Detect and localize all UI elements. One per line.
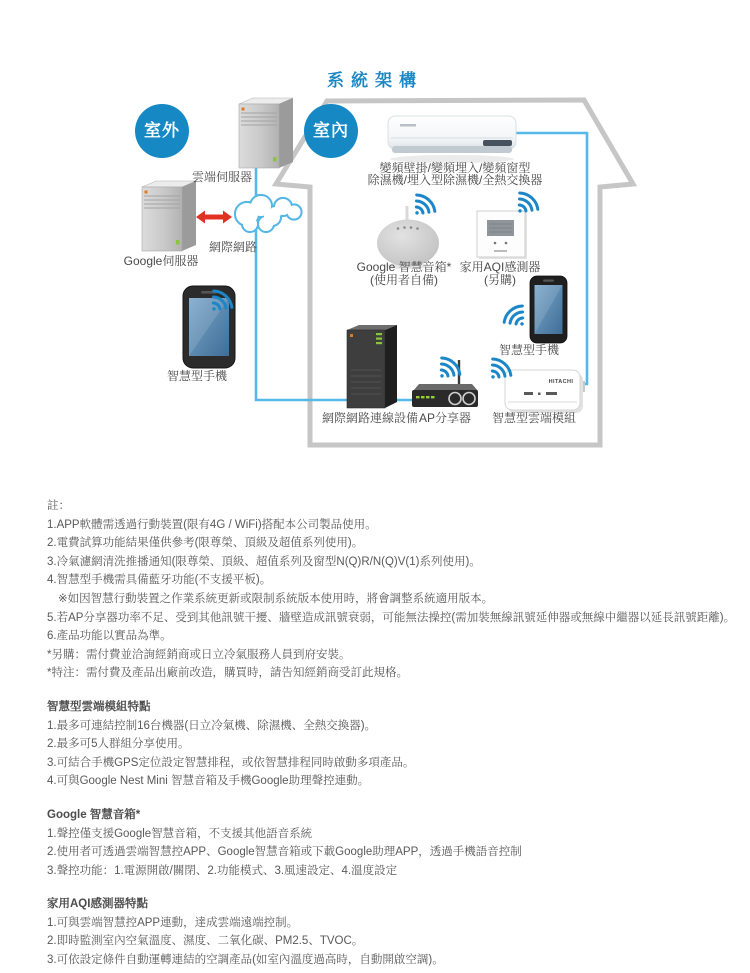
hitachi-logo: HITACHI (548, 379, 574, 385)
feature-item: 3.可依設定條件自動運轉連結的空調產品(如室內溫度過高時，自動開啟空調)。 (47, 954, 444, 967)
feature-item: 2.最多可5人群組分享使用。 (47, 738, 190, 751)
diagram-title: 系統架構 (327, 71, 423, 90)
note-item: *另購：需付費並洽詢經銷商或日立冷氣服務人員到府安裝。 (47, 648, 351, 661)
feature-item: 2.使用者可透過雲端智慧控APP、Google智慧音箱或下載Google助理APP，透過手機語音控制 (47, 846, 522, 859)
cloud-module-feature-list (47, 717, 737, 791)
feature-item: 1.聲控僅支援Google智慧音箱，不支援其他語音系統 (47, 827, 313, 840)
aqi-sensor-icon (477, 211, 527, 259)
smartphone-right-label: 智慧型手機 (498, 343, 560, 357)
feature-item: 4.可與Google Nest Mini 智慧音箱及手機Google助理聲控連動。 (47, 775, 370, 788)
outdoor-badge: 室外 (135, 104, 189, 158)
ac-label-line1: 變頻壁掛/變頻埋入/變頻窗型 (379, 161, 531, 175)
aqi-sensor-note: (另購) (484, 273, 516, 287)
note-item: 5.若AP分享器功率不足、受到其他訊號干擾、牆壁造成訊號衰弱，可能無法操控(需加裝無線訊號延伸器或無線中繼器以延長訊號距離)。 (47, 611, 736, 624)
note-item: *特注：需付費及產品出廠前改造，購買時，請告知經銷商受訂此規格。 (47, 667, 408, 680)
google-server-label: Google伺服器 (123, 254, 199, 268)
section-heading-google-speaker: Google 智慧音箱* (47, 808, 141, 821)
section-heading-aqi-sensor: 家用AQI感測器特點 (47, 898, 148, 911)
feature-item: 3.聲控功能：1.電源開啟/關閉、2.功能模式、3.風速設定、4.溫度設定 (47, 864, 398, 877)
notes-heading: 註： (47, 500, 70, 512)
note-item: 2.電費試算功能結果僅供參考(限尊榮、頂級及超值系列使用)。 (47, 537, 364, 550)
google-server-icon (142, 181, 196, 251)
system-architecture-diagram (0, 0, 750, 470)
smartphone-right-icon (530, 276, 567, 343)
smartphone-left-label: 智慧型手機 (166, 369, 228, 383)
cloud-module-icon (505, 370, 585, 413)
note-item: ※如因智慧行動裝置之作業系統更新或限制系統版本使用時，將會調整系統適用版本。 (58, 592, 494, 605)
internet-device-label: 網際網路連線設備 (321, 411, 419, 425)
indoor-badge: 室內 (304, 104, 358, 158)
ap-router-icon (412, 360, 478, 407)
note-item: 1.APP軟體需透過行動裝置(限有4G / WiFi)搭配本公司製品使用。 (47, 518, 377, 531)
cloud-server-icon (239, 98, 293, 168)
cloud-module-label: 智慧型雲端模組 (491, 411, 577, 425)
wifi-icon (407, 192, 438, 223)
internet-label: 網際網路 (208, 240, 258, 254)
notes-and-features (47, 497, 737, 970)
note-item: 3.冷氣濾網清洗推播通知(限尊榮、頂級、超值系列及窗型N(Q)R/N(Q)V(1)系列使用)。 (47, 555, 481, 568)
ap-router-label: AP分享器 (418, 411, 472, 425)
internet-device-icon (347, 325, 397, 408)
ac-unit-icon (388, 116, 516, 163)
sync-arrow-icon (196, 211, 232, 224)
section-heading-cloud-module: 智慧型雲端模組特點 (47, 700, 151, 713)
feature-item: 1.最多可連結控制16台機器(日立冷氣機、除濕機、全熱交換器)。 (47, 719, 377, 732)
google-speaker-note: (使用者自備) (370, 273, 438, 287)
feature-item: 2.即時監測室內空氣溫度、濕度、二氧化碳、PM2.5、TVOC。 (47, 935, 364, 948)
wifi-icon (501, 303, 532, 334)
notes-list (47, 516, 737, 683)
note-item: 6.產品功能以實品為準。 (47, 630, 172, 643)
feature-item: 3.可結合手機GPS定位設定智慧排程，或依智慧排程同時啟動多項產品。 (47, 756, 415, 769)
google-speaker-label: Google 智慧音箱* (356, 260, 452, 274)
internet-cloud-icon (235, 195, 302, 232)
aqi-sensor-label: 家用AQI感測器 (459, 260, 541, 274)
google-speaker-feature-list (47, 825, 737, 881)
ac-label-line2: 除濕機/埋入型除濕機/全熱交換器 (367, 173, 543, 187)
cloud-server-label: 雲端伺服器 (191, 170, 253, 184)
note-item: 4.智慧型手機需具備藍牙功能(不支援平板)。 (47, 574, 272, 587)
feature-item: 1.可與雲端智慧控APP連動，達成雲端遠端控制。 (47, 916, 299, 929)
aqi-sensor-feature-list (47, 914, 737, 970)
